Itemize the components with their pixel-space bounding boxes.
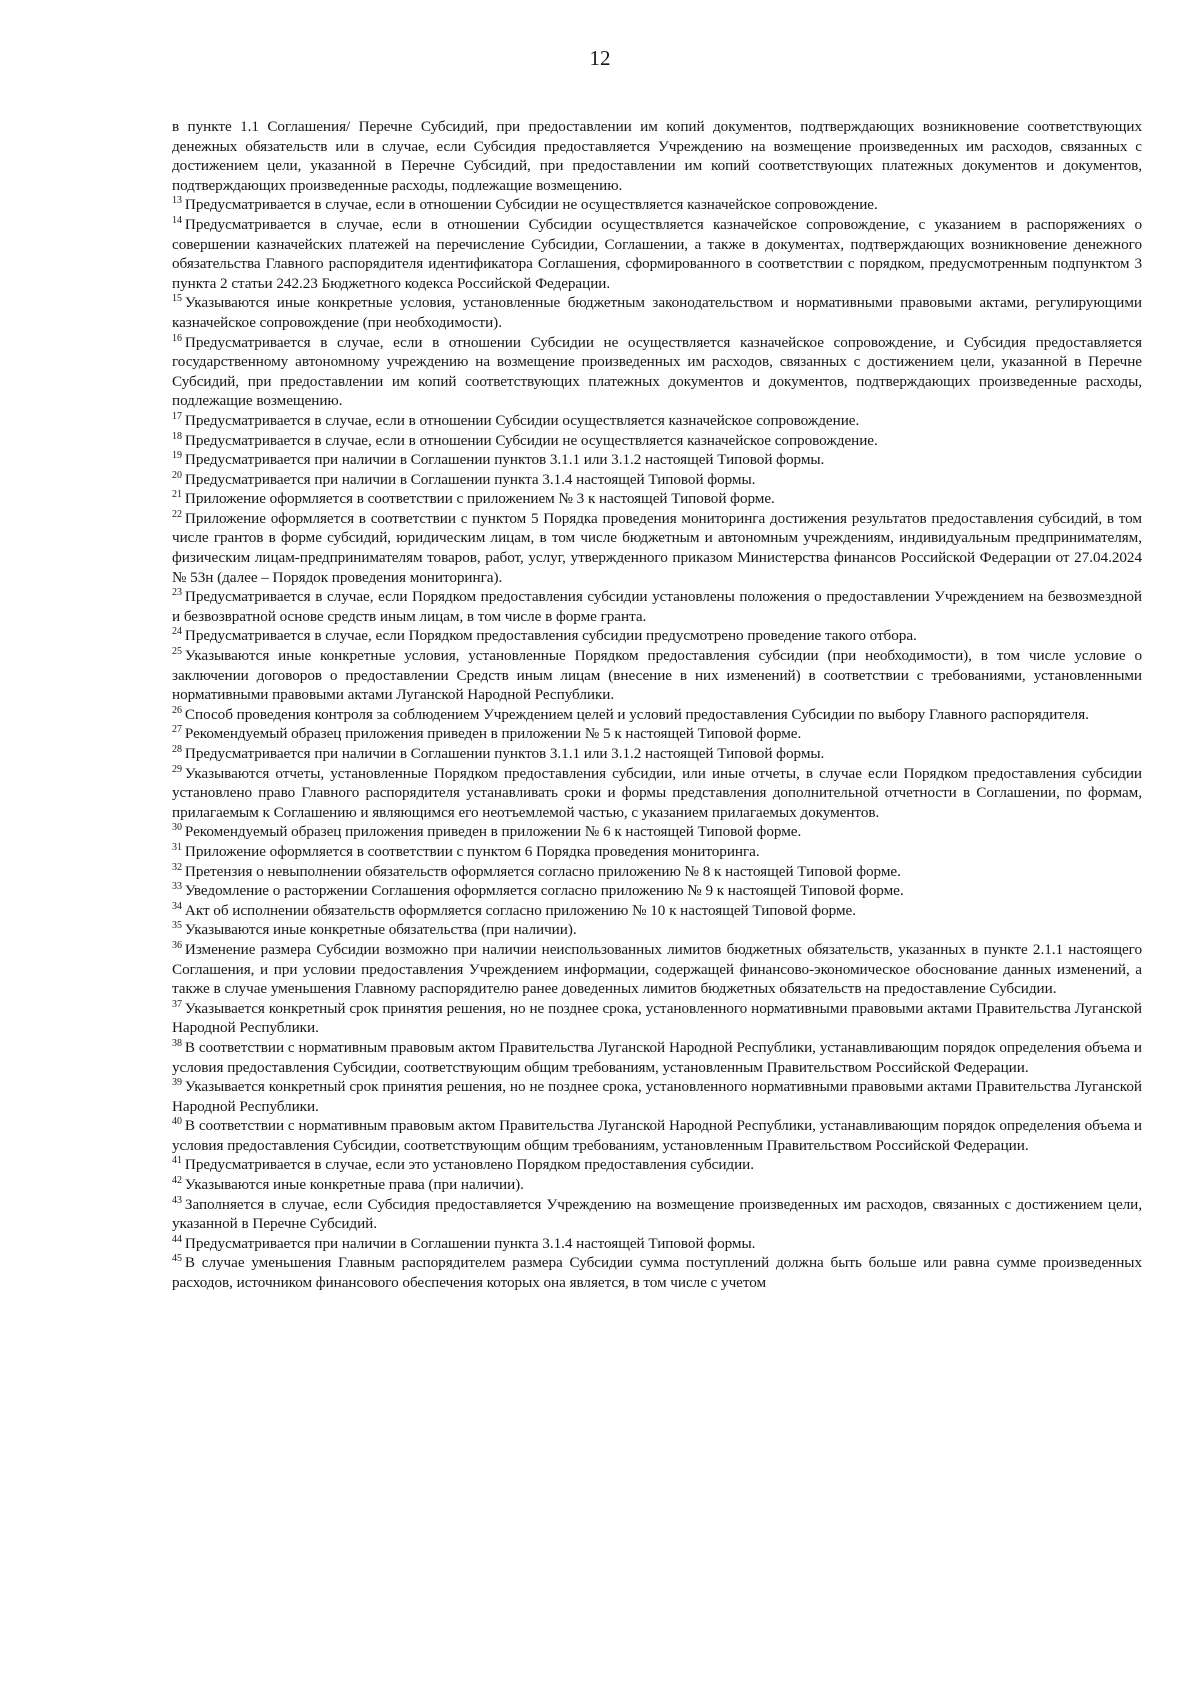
footnote-text: Указывается конкретный срок принятия решения, но не позднее срока, установленного нормативными правовыми актами Правительства Луганской Народной Республики. (172, 999, 1142, 1037)
footnote (172, 470, 1142, 490)
footnote-text: Приложение оформляется в соответствии с пунктом 6 Порядка проведения мониторинга. (184, 842, 760, 860)
footnote-number: 32 (172, 861, 182, 873)
footnote-text: Указываются иные конкретные условия, установленные Порядком предоставления субсидии (при необходимости), в том числе условие о заключении договоров о предоставлении Средств иным лицам (внесение в них изменений) в соответствии с требованиями, установленными нормативными правовыми актами Луганской Народной Республики. (172, 647, 1142, 704)
footnote (172, 626, 1142, 646)
footnote-text: Изменение размера Субсидии возможно при наличии неиспользованных лимитов бюджетных обязательств, указанных в пункте 2.1.1 настоящего Соглашения, и при условии предоставления Учреждением информации, содержащей финансово-экономическое обоснование данных изменений, а также в случае уменьшения Главному распорядителю ранее доведенных лимитов бюджетных обязательств на предоставление Субсидии. (172, 940, 1142, 998)
footnote-number: 26 (172, 704, 182, 716)
footnote (172, 842, 1142, 862)
footnote-text: Предусматривается в случае, если это установлено Порядком предоставления субсидии. (184, 1156, 754, 1174)
footnote-number: 34 (172, 900, 182, 912)
footnote (172, 1175, 1142, 1195)
footnote-text: Заполняется в случае, если Субсидия предоставляется Учреждению на возмещение произведенных им расходов, связанных с достижением цели, указанной в Перечне Субсидий. (172, 1195, 1142, 1233)
footnote (172, 822, 1142, 842)
footnote-text: Указываются иные конкретные обязательства (при наличии). (184, 921, 577, 939)
footnote-text: Предусматривается при наличии в Соглашении пункта 3.1.4 настоящей Типовой формы. (184, 1234, 756, 1252)
footnote-text: Предусматривается в случае, если в отношении Субсидии осуществляется казначейское сопровождение, с указанием в распоряжениях о совершении казначейских платежей на перечисление Субсидии, Соглашении, а также в документах, подтверждающих возникновение денежного обязательства Главного распорядителя идентификатора Соглашения, сформированного в соответствии с порядком, предусмотренным подпунктом 3 пункта 2 статьи 242.23 Бюджетного кодекса Российской Федерации. (172, 215, 1142, 292)
footnote (172, 489, 1142, 509)
footnote-text: Рекомендуемый образец приложения приведен в приложении № 5 к настоящей Типовой форме. (184, 725, 802, 743)
footnote-number: 40 (172, 1116, 182, 1128)
footnote (172, 724, 1142, 744)
footnote (172, 587, 1142, 626)
footnote-number: 20 (172, 469, 182, 481)
footnote (172, 117, 1142, 195)
footnote-number: 41 (172, 1155, 182, 1167)
footnote (172, 1253, 1142, 1292)
footnote-number: 35 (172, 920, 182, 932)
footnotes-block (172, 117, 1142, 1293)
footnote-text: Предусматривается при наличии в Соглашении пунктов 3.1.1 или 3.1.2 настоящей Типовой формы. (184, 745, 825, 762)
footnote-number: 44 (172, 1233, 182, 1245)
footnote (172, 1195, 1142, 1234)
footnote-number: 14 (172, 214, 182, 226)
footnote (172, 1116, 1142, 1155)
footnote (172, 940, 1142, 999)
footnote-number: 30 (172, 822, 182, 834)
footnote-number: 24 (172, 626, 182, 638)
footnote (172, 431, 1142, 451)
footnote-number: 37 (172, 998, 182, 1010)
footnote-text: Рекомендуемый образец приложения приведен в приложении № 6 к настоящей Типовой форме. (184, 823, 802, 841)
footnote-number: 33 (172, 881, 182, 893)
footnote (172, 411, 1142, 431)
footnote-number: 16 (172, 332, 182, 344)
footnote (172, 293, 1142, 332)
footnote (172, 1077, 1142, 1116)
footnote (172, 195, 1142, 215)
footnote-number: 43 (172, 1194, 182, 1206)
footnote-number: 15 (172, 293, 182, 305)
footnote-number: 42 (172, 1175, 182, 1187)
footnote-number: 28 (172, 744, 182, 755)
footnote-text: Указываются иные конкретные условия, установленные бюджетным законодательством и нормативными правовыми актами, регулирующими казначейское сопровождение (при необходимости). (172, 294, 1142, 331)
footnote-text: Способ проведения контроля за соблюдением Учреждением целей и условий предоставления Субсидии по выбору Главного распорядителя. (184, 705, 1089, 723)
footnote-number: 17 (172, 410, 182, 422)
footnote (172, 764, 1142, 823)
footnote-number: 27 (172, 724, 182, 736)
footnote-number: 19 (172, 450, 182, 462)
footnote (172, 920, 1142, 940)
footnote-text: Приложение оформляется в соответствии с приложением № 3 к настоящей Типовой форме. (184, 490, 775, 508)
footnote (172, 901, 1142, 921)
footnote-text: Указываются отчеты, установленные Порядком предоставления субсидии, или иные отчеты, в случае если Порядком предоставления субсидии установлено право Главного распорядителя устанавливать сроки и формы представления дополнительной отчетности в Соглашении, по формам, прилагаемым к Соглашению и являющимся его неотъемлемой частью, с указанием прилагаемых документов. (172, 764, 1142, 821)
footnote (172, 744, 1142, 764)
footnote-text: Приложение оформляется в соответствии с пунктом 5 Порядка проведения мониторинга достижения результатов предоставления субсидий, в том числе грантов в форме субсидий, юридическим лицам, в том числе бюджетным и автономным учреждениям, индивидуальным предпринимателям, физическим лицам-предпринимателям товаров, работ, услуг, утвержденного приказом Министерства финансов Российской Федерации от 27.04.2024 № 53н (далее – Порядок проведения мониторинга). (172, 509, 1142, 586)
footnote-number: 21 (172, 489, 182, 501)
footnote-text: Указываются иные конкретные права (при наличии). (184, 1176, 524, 1194)
footnote-text: В соответствии с нормативным правовым актом Правительства Луганской Народной Республики, устанавливающим порядок определения объема и условия предоставления Субсидии, соответствующим общим требованиям, установленным Правительством Российской Федерации. (172, 1117, 1142, 1154)
footnote-text: Уведомление о расторжении Соглашения оформляется согласно приложению № 9 к настоящей Типовой форме. (184, 882, 904, 900)
footnote (172, 881, 1142, 901)
footnote-text: Предусматривается в случае, если в отношении Субсидии не осуществляется казначейское сопровождение. (184, 431, 878, 449)
footnote (172, 1038, 1142, 1077)
footnote-number: 25 (172, 646, 182, 658)
footnote-text: Претензия о невыполнении обязательств оформляется согласно приложению № 8 к настоящей Типовой форме. (184, 862, 901, 880)
footnote-text: в пункте 1.1 Соглашения/ Перечне Субсидий, при предоставлении им копий документов, подтверждающих возникновение соответствующих денежных обязательств или в случае, если Субсидия предоставляется Учреждению на возмещение произведенных им расходов, связанных с достижением цели, указанной в Перечне Субсидий, при предоставлении им копий соответствующих платежных документов и документов, подтверждающих произведенные расходы, подлежащие возмещению. (172, 118, 1142, 194)
footnote-text: Предусматривается в случае, если в отношении Субсидии не осуществляется казначейское сопровождение, и Субсидия предоставляется государственному автономному учреждению на возмещение произведенных им расходов, связанных с достижением цели, указанной в Перечне Субсидий, при предоставлении им копий соответствующих платежных документов и документов, подтверждающих произведенные расходы, подлежащие возмещению. (172, 333, 1142, 410)
footnote-text: Предусматривается в случае, если в отношении Субсидии осуществляется казначейское сопровождение. (184, 411, 860, 429)
footnote-text: Предусматривается в случае, если в отношении Субсидии не осуществляется казначейское сопровождение. (184, 196, 878, 214)
footnote-number: 38 (172, 1037, 182, 1049)
footnote (172, 509, 1142, 587)
footnote (172, 450, 1142, 470)
footnote-number: 22 (172, 508, 182, 520)
footnote-text: Предусматривается в случае, если Порядком предоставления субсидии предусмотрено проведение такого отбора. (184, 627, 917, 645)
footnote-number: 36 (172, 939, 182, 951)
page-number: 12 (589, 46, 611, 70)
footnote (172, 333, 1142, 411)
footnote-number: 45 (172, 1253, 182, 1265)
footnote-number: 13 (172, 195, 182, 207)
footnote-text: Указывается конкретный срок принятия решения, но не позднее срока, установленного нормативными правовыми актами Правительства Луганской Народной Республики. (172, 1078, 1142, 1115)
footnote (172, 215, 1142, 293)
footnote-text: Предусматривается в случае, если Порядком предоставления субсидии установлены положения о предоставлении Учреждением на безвозмездной и безвозвратной основе средств иным лицам, в том числе в форме гранта. (172, 588, 1142, 625)
footnote-text: Акт об исполнении обязательств оформляется согласно приложению № 10 к настоящей Типовой форме. (184, 901, 856, 919)
footnote (172, 1155, 1142, 1175)
footnote-text: Предусматривается при наличии в Соглашении пунктов 3.1.1 или 3.1.2 настоящей Типовой формы. (184, 451, 825, 469)
footnote-number: 23 (172, 587, 182, 599)
footnote-text: Предусматривается при наличии в Соглашении пункта 3.1.4 настоящей Типовой формы. (184, 470, 756, 488)
footnote-text: В соответствии с нормативным правовым актом Правительства Луганской Народной Республики, устанавливающим порядок определения объема и условия предоставления Субсидии, соответствующим общим требованиям, установленным Правительством Российской Федерации. (172, 1038, 1142, 1076)
footnote (172, 999, 1142, 1038)
footnote (172, 1234, 1142, 1254)
footnote-number: 39 (172, 1077, 182, 1089)
footnote (172, 705, 1142, 725)
footnote (172, 646, 1142, 705)
footnote-text: В случае уменьшения Главным распорядителем размера Субсидии сумма поступлений должна быть больше или равна сумме произведенных расходов, источником финансового обеспечения которых она является, в том числе с учетом (172, 1254, 1142, 1292)
footnote-number: 29 (172, 763, 182, 775)
footnote-number: 18 (172, 430, 182, 442)
footnote (172, 862, 1142, 882)
footnote-number: 31 (172, 841, 182, 853)
